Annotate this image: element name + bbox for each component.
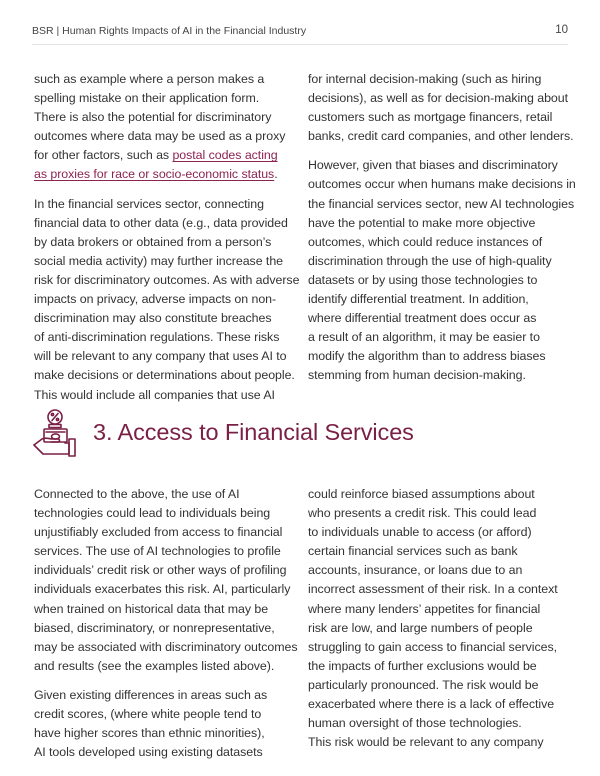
text-line: credit scores, (where white people tend to xyxy=(34,707,262,722)
text-line: where differential treatment does occur as xyxy=(308,311,537,326)
text-line: customers such as mortgage financers, retail xyxy=(308,110,553,125)
text-line: incorrect assessment of their risk. In a context xyxy=(308,582,558,597)
text-line: who presents a credit risk. This could lead xyxy=(308,506,537,521)
page-number: 10 xyxy=(555,24,568,36)
text-line: could reinforce biased assumptions about xyxy=(308,487,535,501)
text-line: when trained on historical data that may be xyxy=(34,601,269,616)
text-line: for internal decision-making (such as hiring xyxy=(308,72,542,86)
text-line: make decisions or determinations about people. xyxy=(34,368,295,383)
text-line: such as example where a person makes a xyxy=(34,72,265,86)
text-line: certain financial services such as bank xyxy=(308,544,518,559)
bottom-left-column xyxy=(34,485,296,770)
text-line: exacerbated where there is a lack of effective xyxy=(308,697,555,712)
text-line: This would include all companies that use AI xyxy=(34,387,275,402)
text-line: unjustifiably excluded from access to financial xyxy=(34,525,283,540)
document-title: BSR | Human Rights Impacts of AI in the Financial Industry xyxy=(32,25,307,37)
paragraph xyxy=(34,70,296,185)
text-line: There is also the potential for discriminatory xyxy=(34,110,272,125)
text-line: a result of an algorithm, it may be easier to xyxy=(308,330,540,345)
text-line: struggling to gain access to financial services, xyxy=(308,639,557,654)
text-line: decisions), as well as for decision-making about xyxy=(308,91,568,106)
paragraph xyxy=(34,195,300,405)
text-line: outcomes where data may be used as a proxy xyxy=(34,129,286,144)
text-line: services. The use of AI technologies to profile xyxy=(34,544,281,559)
text-line: to individuals unable to access (or afford) xyxy=(308,525,532,540)
text-line xyxy=(34,146,296,165)
text-line: human oversight of those technologies. xyxy=(308,716,522,731)
bottom-right-column xyxy=(308,485,570,760)
text-line: have higher scores than ethnic minorities), xyxy=(34,726,265,741)
text-fragment: . xyxy=(274,167,278,182)
text-line: technologies could lead to individuals being xyxy=(34,506,271,521)
text-line: risk are low, and large numbers of people xyxy=(308,620,533,635)
paragraph xyxy=(308,156,576,385)
text-line: the financial services sector, new AI technologies xyxy=(308,196,575,211)
text-line: the impacts of further exclusions would be xyxy=(308,658,537,673)
text-line: social media activity) may further increase the xyxy=(34,253,284,268)
postal-codes-link-continued[interactable]: as proxies for race or socio-economic status xyxy=(34,167,275,182)
text-line: biased, discriminatory, or nonrepresentative, xyxy=(34,620,275,635)
text-line: particularly pronounced. The risk would be xyxy=(308,677,539,692)
text-line: individuals’ credit risk or other ways of profiling xyxy=(34,563,287,578)
text-line: outcomes, which could reduce instances of xyxy=(308,234,543,249)
postal-codes-link[interactable]: postal codes acting xyxy=(172,148,278,163)
text-line: spelling mistake on their application form. xyxy=(34,91,260,106)
text-line xyxy=(34,165,296,184)
paragraph xyxy=(34,485,296,676)
top-right-column xyxy=(308,70,576,394)
text-line: may be associated with discriminatory outcomes xyxy=(34,639,298,654)
text-line: discrimination may also constitute breaches xyxy=(34,311,272,326)
text-line: discrimination through the use of high-quality xyxy=(308,253,552,268)
text-line: financial data to other data (e.g., data provided xyxy=(34,215,288,230)
text-line: This risk would be relevant to any company xyxy=(308,735,544,750)
text-fragment: for other factors, such as xyxy=(34,148,173,163)
section-heading xyxy=(30,407,570,459)
hand-money-percent-icon xyxy=(30,407,90,459)
text-line: where many lenders’ appetites for financial xyxy=(308,601,541,616)
text-line: Connected to the above, the use of AI xyxy=(34,487,240,501)
text-line: In the financial services sector, connecting xyxy=(34,196,264,211)
paragraph xyxy=(308,70,574,146)
text-line: by data brokers or obtained from a person’s xyxy=(34,234,272,249)
text-line: of anti-discrimination regulations. These risks xyxy=(34,330,280,345)
text-line: banks, credit card companies, and other lenders. xyxy=(308,129,574,144)
text-line: identify differential treatment. In addition, xyxy=(308,292,529,307)
text-line: modify the algorithm than to address biases xyxy=(308,349,546,364)
text-line: stemming from human decision-making. xyxy=(308,368,526,383)
text-line: have the potential to make more objective xyxy=(308,215,536,230)
paragraph xyxy=(34,686,296,762)
text-line: impacts on privacy, adverse impacts on non- xyxy=(34,292,277,307)
text-line: will be relevant to any company that uses AI to xyxy=(34,349,287,364)
text-line: However, given that biases and discriminatory xyxy=(308,158,558,173)
text-line: AI tools developed using existing datasets xyxy=(34,745,263,760)
text-line: datasets or by using those technologies to xyxy=(308,272,538,287)
text-line: accounts, insurance, or loans due to an xyxy=(308,563,523,578)
text-line: and results (see the examples listed above). xyxy=(34,658,275,673)
text-line: risk for discriminatory outcomes. As with adverse xyxy=(34,272,300,287)
page-header xyxy=(32,22,568,45)
text-line: outcomes occur when humans make decisions in xyxy=(308,177,576,192)
section-title: 3. Access to Financial Services xyxy=(93,419,414,445)
top-left-column xyxy=(34,70,300,413)
paragraph xyxy=(308,485,570,752)
text-line: Given existing differences in areas such as xyxy=(34,687,268,702)
text-line: individuals exacerbates this risk. AI, particularly xyxy=(34,582,291,597)
